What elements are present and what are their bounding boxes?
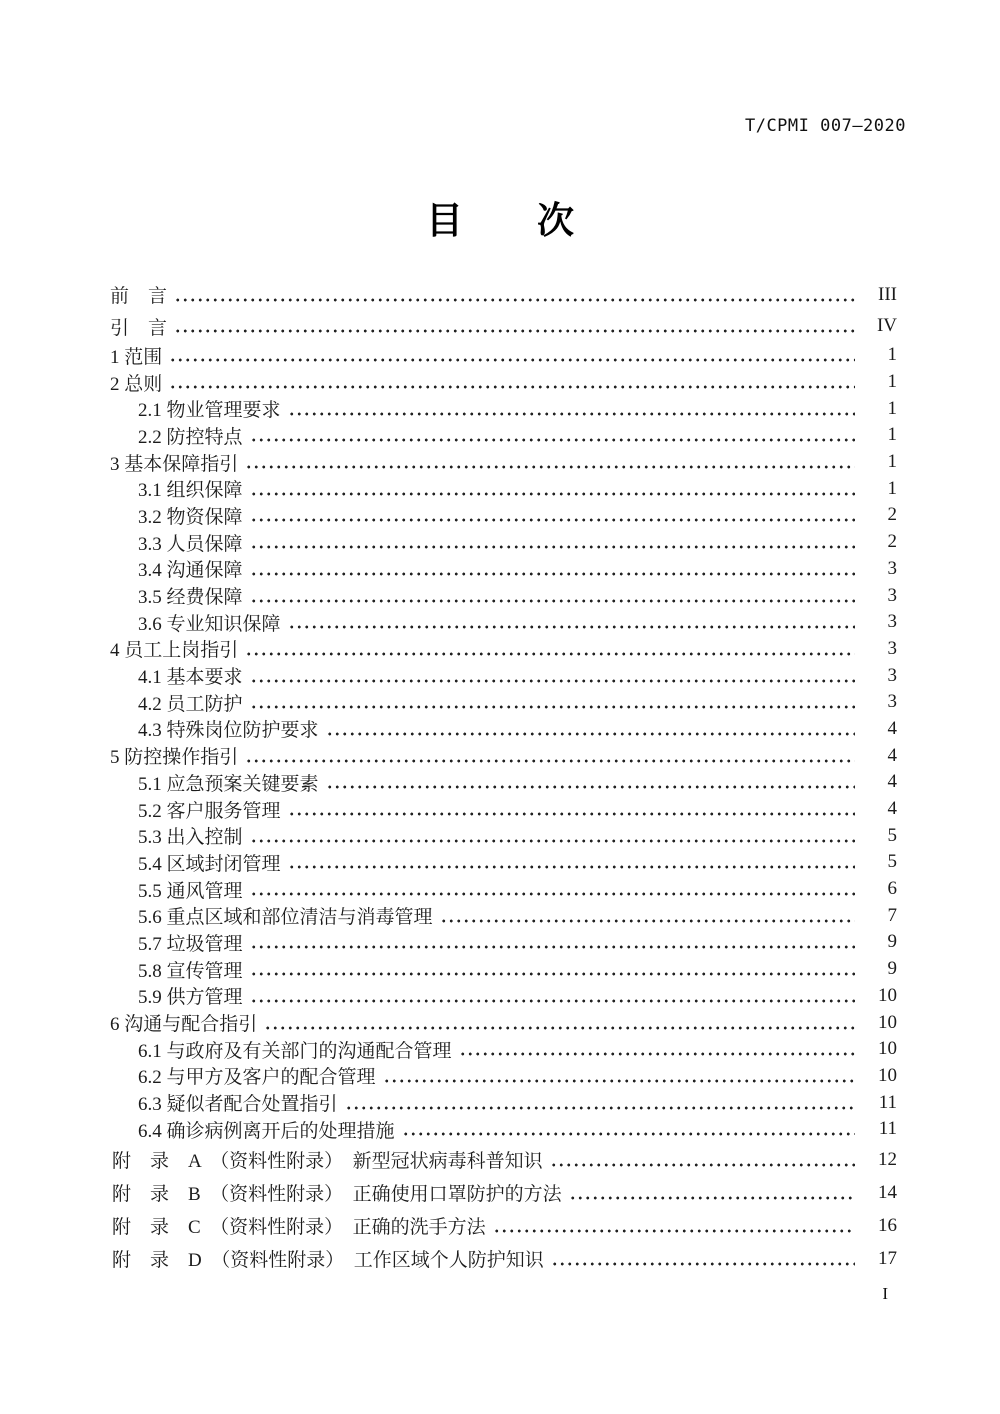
toc-entry [110, 311, 897, 343]
toc-entry-page: 10 [878, 1011, 897, 1033]
toc-entry [110, 1063, 897, 1090]
toc-entry [110, 475, 897, 502]
toc-entry [110, 662, 897, 689]
dot-leader [264, 1025, 855, 1031]
toc-entry [112, 1242, 897, 1275]
toc-entry-label: 5.3 出入控制 [138, 827, 243, 849]
dot-leader [250, 544, 855, 550]
toc-entry-page: 11 [878, 1091, 897, 1113]
toc-entry [110, 342, 897, 369]
toc-entry-label: 5.2 客户服务管理 [138, 800, 281, 822]
toc-entry [110, 1116, 897, 1143]
toc-entry-label: 3.3 人员保障 [138, 533, 243, 555]
toc-entry [110, 822, 897, 849]
toc-entry-label: 前 言 [110, 286, 168, 308]
toc-entry-page: 1 [887, 451, 897, 473]
dot-leader [459, 1051, 855, 1057]
toc-entry-page: 10 [878, 1064, 897, 1086]
toc-entry [110, 769, 897, 796]
toc-entry-page: 14 [878, 1181, 897, 1203]
toc-entry-page: 1 [887, 424, 897, 446]
toc-entry-label: 1 范围 [110, 346, 163, 368]
toc-entry [110, 742, 897, 769]
toc-entry-page: 1 [887, 371, 897, 393]
dot-leader [245, 758, 855, 764]
toc-entry-label: 3.5 经费保障 [138, 587, 243, 609]
toc-entry-page: 9 [887, 931, 897, 953]
toc-entry [110, 422, 897, 449]
toc-entry-label: 2.2 防控特点 [138, 426, 243, 448]
toc-entry [110, 929, 897, 956]
dot-leader [174, 328, 855, 334]
toc-entry-page: 17 [878, 1247, 897, 1269]
toc-entry-page: 3 [887, 637, 897, 659]
dot-leader [326, 784, 855, 790]
toc-entry-label: 5.1 应急预案关键要素 [138, 773, 319, 795]
dot-leader [245, 464, 855, 470]
toc-entry-page: 6 [887, 878, 897, 900]
toc-entry-page: 2 [887, 504, 897, 526]
toc-entry-page: 16 [878, 1214, 897, 1236]
doc-code-header: T/CPMI 007—2020 [744, 116, 906, 136]
dot-leader [174, 297, 855, 303]
toc-entry-label: 4.2 员工防护 [138, 693, 243, 715]
toc-entry-label: 3.1 组织保障 [138, 480, 243, 502]
toc-entry-label: 3 基本保障指引 [110, 453, 239, 475]
dot-leader [288, 624, 855, 630]
toc-entry [110, 449, 897, 476]
toc-entry-label: 附 录 D （资料性附录） 工作区域个人防护知识 [112, 1250, 544, 1271]
toc-entry-page: 10 [878, 1038, 897, 1060]
toc-entry-label: 5.9 供方管理 [138, 987, 243, 1009]
toc-entry-label: 附 录 A （资料性附录） 新型冠状病毒科普知识 [112, 1151, 543, 1172]
dot-leader [250, 971, 855, 977]
toc-entry-label: 引 言 [110, 317, 168, 339]
page-title: 目 次 [426, 200, 574, 241]
dot-leader [326, 731, 855, 737]
toc-entry [110, 1036, 897, 1063]
dot-leader [288, 864, 855, 870]
toc-entry-page: 3 [887, 664, 897, 686]
toc-entry [110, 716, 897, 743]
toc-entry-page: 4 [887, 771, 897, 793]
toc-entry [110, 395, 897, 422]
toc-entry-page: 3 [887, 691, 897, 713]
toc-entry-page: IV [876, 315, 897, 337]
toc-entry-page: 5 [887, 824, 897, 846]
toc-entry-page: 11 [878, 1118, 897, 1140]
dot-leader [250, 491, 855, 497]
dot-leader [288, 411, 855, 417]
dot-leader [250, 944, 855, 950]
toc-entry-label: 4.3 特殊岗位防护要求 [138, 720, 319, 742]
dot-leader [250, 437, 855, 443]
toc-entry-page: 4 [887, 798, 897, 820]
dot-leader [550, 1162, 855, 1168]
toc-entry [110, 369, 897, 396]
toc-entry-label: 4.1 基本要求 [138, 667, 243, 689]
dot-leader [288, 811, 855, 817]
dot-leader [250, 598, 855, 604]
toc-entry-page: 7 [887, 904, 897, 926]
toc-entry-page: 2 [887, 531, 897, 553]
toc-entry-label: 2.1 物业管理要求 [138, 400, 281, 422]
toc-entry-label: 6.3 疑似者配合处置指引 [138, 1094, 338, 1116]
toc-entry-page: 3 [887, 611, 897, 633]
toc-entry [110, 849, 897, 876]
dot-leader [493, 1228, 855, 1234]
toc-entry-label: 6.4 确诊病例离开后的处理措施 [138, 1120, 395, 1142]
dot-leader [250, 838, 855, 844]
toc-entry-page: 9 [887, 958, 897, 980]
toc-entry-page: 3 [887, 584, 897, 606]
toc-entry-label: 附 录 B （资料性附录） 正确使用口罩防护的方法 [112, 1184, 562, 1205]
dot-leader [169, 357, 855, 363]
dot-leader [250, 891, 855, 897]
toc-entry [110, 796, 897, 823]
toc-entry [110, 1089, 897, 1116]
toc-entry [110, 902, 897, 929]
dot-leader [250, 998, 855, 1004]
toc-entry [110, 636, 897, 663]
toc-entry-label: 3.4 沟通保障 [138, 560, 243, 582]
toc-entry-page: 12 [878, 1148, 897, 1170]
toc-entry [110, 556, 897, 583]
toc-entry [112, 1143, 897, 1176]
toc-entry [110, 689, 897, 716]
toc-entry [110, 876, 897, 903]
toc-entry-label: 5.8 宣传管理 [138, 960, 243, 982]
toc-entry-label: 附 录 C （资料性附录） 正确的洗手方法 [112, 1217, 486, 1238]
footer-page-number: I [882, 1284, 888, 1303]
toc-entry [110, 279, 897, 311]
dot-leader [250, 571, 855, 577]
appendix-list [112, 1143, 897, 1275]
toc-entry-label: 3.2 物资保障 [138, 506, 243, 528]
toc-entry-page: 1 [887, 477, 897, 499]
toc-entry [110, 1009, 897, 1036]
toc-entry [110, 582, 897, 609]
toc-entry-label: 5.5 通风管理 [138, 880, 243, 902]
toc-entry [112, 1176, 897, 1209]
dot-leader [169, 384, 855, 390]
toc-entry-label: 5.4 区域封闭管理 [138, 853, 281, 875]
toc-entry [110, 983, 897, 1010]
toc-entry [112, 1209, 897, 1242]
toc-entry [110, 609, 897, 636]
toc-list [110, 279, 897, 1143]
toc-entry-label: 5 防控操作指引 [110, 747, 239, 769]
toc-entry-label: 5.7 垃圾管理 [138, 933, 243, 955]
toc-entry-label: 4 员工上岗指引 [110, 640, 239, 662]
toc-entry-page: 3 [887, 557, 897, 579]
dot-leader [245, 651, 855, 657]
dot-leader [551, 1261, 855, 1267]
dot-leader [440, 918, 855, 924]
toc-entry-page: 5 [887, 851, 897, 873]
toc-entry-page: 1 [887, 397, 897, 419]
dot-leader [402, 1131, 855, 1137]
toc-entry-label: 5.6 重点区域和部位清洁与消毒管理 [138, 907, 433, 929]
toc-entry [110, 956, 897, 983]
toc-entry-label: 2 总则 [110, 373, 163, 395]
dot-leader [383, 1078, 855, 1084]
toc-entry-page: III [878, 283, 897, 305]
toc-entry-label: 6.1 与政府及有关部门的沟通配合管理 [138, 1040, 452, 1062]
dot-leader [569, 1195, 855, 1201]
toc-entry [110, 529, 897, 556]
dot-leader [250, 704, 855, 710]
toc-entry-label: 6.2 与甲方及客户的配合管理 [138, 1067, 376, 1089]
toc-entry-page: 4 [887, 744, 897, 766]
toc-entry [110, 502, 897, 529]
toc-entry-label: 6 沟通与配合指引 [110, 1014, 258, 1036]
toc-entry-label: 3.6 专业知识保障 [138, 613, 281, 635]
dot-leader [250, 517, 855, 523]
toc-entry-page: 10 [878, 984, 897, 1006]
dot-leader [345, 1105, 855, 1111]
toc-entry-page: 4 [887, 717, 897, 739]
toc-entry-page: 1 [887, 344, 897, 366]
dot-leader [250, 678, 855, 684]
